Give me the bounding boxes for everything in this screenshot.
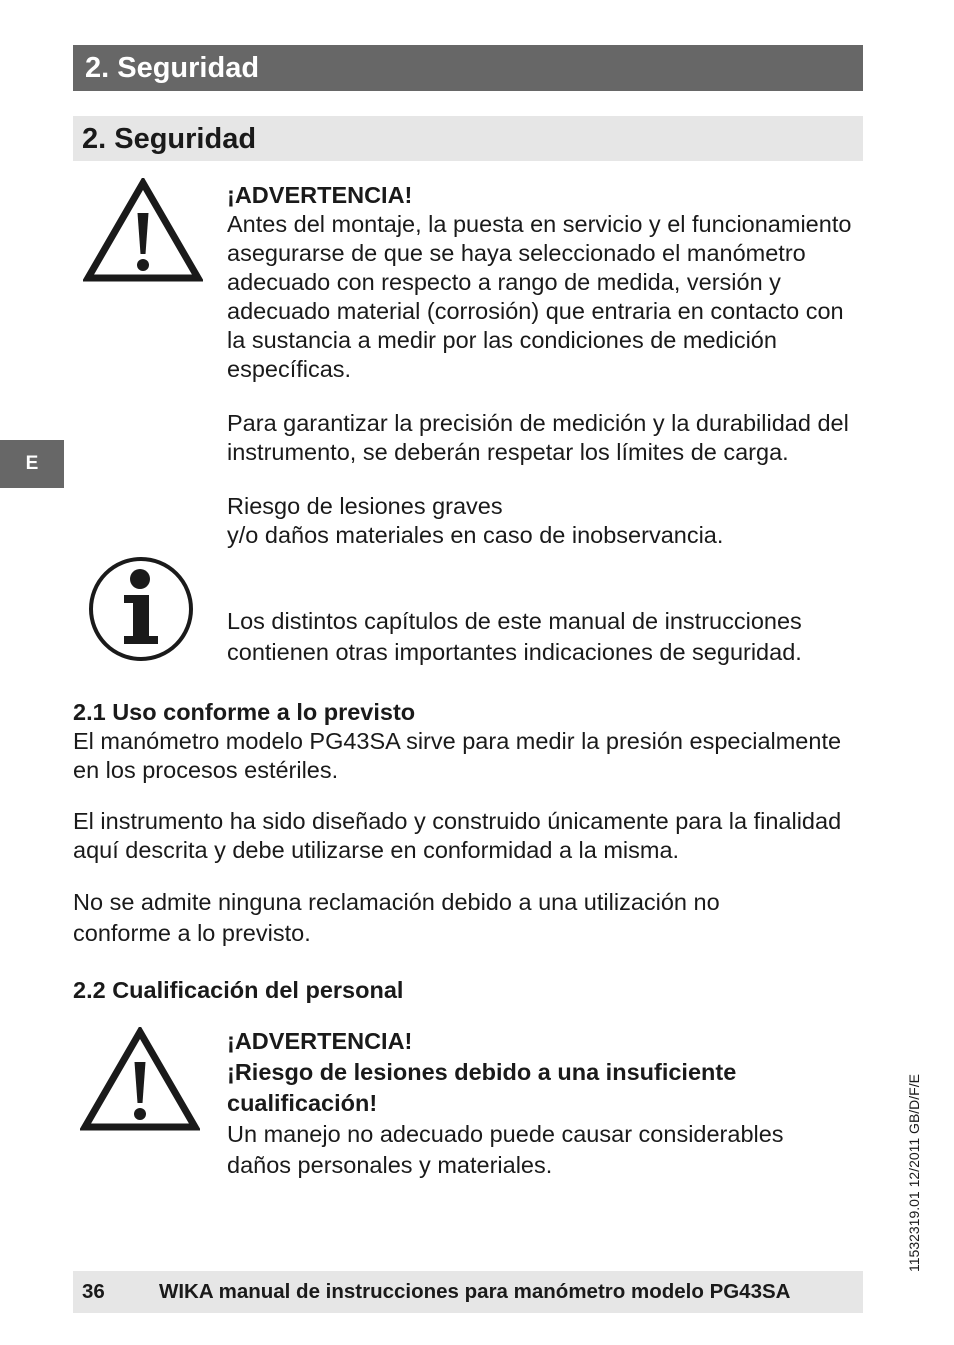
section-2-1-para-2: El instrumento ha sido diseñado y construido únicamente para la finalidad aquí descrita y debe utilizarse en conformidad a la misma. (73, 808, 842, 863)
warning-triangle-icon (83, 178, 203, 284)
warning-triangle-icon (80, 1027, 200, 1133)
document-code: 11532319.01 12/2011 GB/D/F/E (906, 1074, 922, 1272)
page-number: 36 (82, 1280, 105, 1303)
warning-heading: ¡ADVERTENCIA! (227, 182, 413, 208)
warning-heading: ¡ADVERTENCIA! (227, 1028, 413, 1054)
section-2-1-body (73, 727, 863, 949)
warning-text-2: Para garantizar la precisión de medición y la durabilidad del instrumento, se deberán respetar los límites de carga. (227, 410, 849, 465)
section-2-1-para-3: No se admite ninguna reclamación debido a una utilización no conforme a lo previsto. (73, 889, 720, 946)
warning-text: Un manejo no adecuado puede causar considerables daños personales y materiales. (227, 1121, 784, 1178)
warning-subheading: ¡Riesgo de lesiones debido a una insuficiente cualificación! (227, 1059, 737, 1116)
warning-block-2 (227, 1026, 837, 1181)
info-block (227, 606, 867, 668)
info-icon (86, 554, 196, 664)
section-2-1-title: 2.1 Uso conforme a lo previsto (73, 699, 416, 725)
warning-block-1 (227, 181, 867, 550)
page-footer (73, 1271, 863, 1313)
warning-text-3-line-2: y/o daños materiales en caso de inobservancia. (227, 522, 724, 548)
section-title: 2. Seguridad (82, 123, 257, 155)
footer-title: WIKA manual de instrucciones para manómetro modelo PG43SA (159, 1280, 791, 1303)
language-tab (0, 440, 64, 488)
info-text: Los distintos capítulos de este manual de instrucciones contienen otras importantes indicaciones de seguridad. (227, 608, 802, 665)
warning-text-3-line-1: Riesgo de lesiones graves (227, 493, 503, 519)
section-2-2-title: 2.2 Cualificación del personal (73, 977, 404, 1003)
warning-text: Antes del montaje, la puesta en servicio y el funcionamiento asegurarse de que se haya seleccionado el manómetro adecuado con respecto a rango de medida, versión y adecuado material (corrosión) que entraria en contacto con la sustancia a medir por las condiciones de medición específicas. (227, 211, 852, 382)
page-header (73, 45, 863, 91)
language-tab-label: E (25, 453, 39, 474)
header-title: 2. Seguridad (85, 52, 260, 84)
section-title-bar (73, 116, 863, 161)
section-2-1-para-1: El manómetro modelo PG43SA sirve para medir la presión especialmente en los procesos estériles. (73, 728, 842, 783)
